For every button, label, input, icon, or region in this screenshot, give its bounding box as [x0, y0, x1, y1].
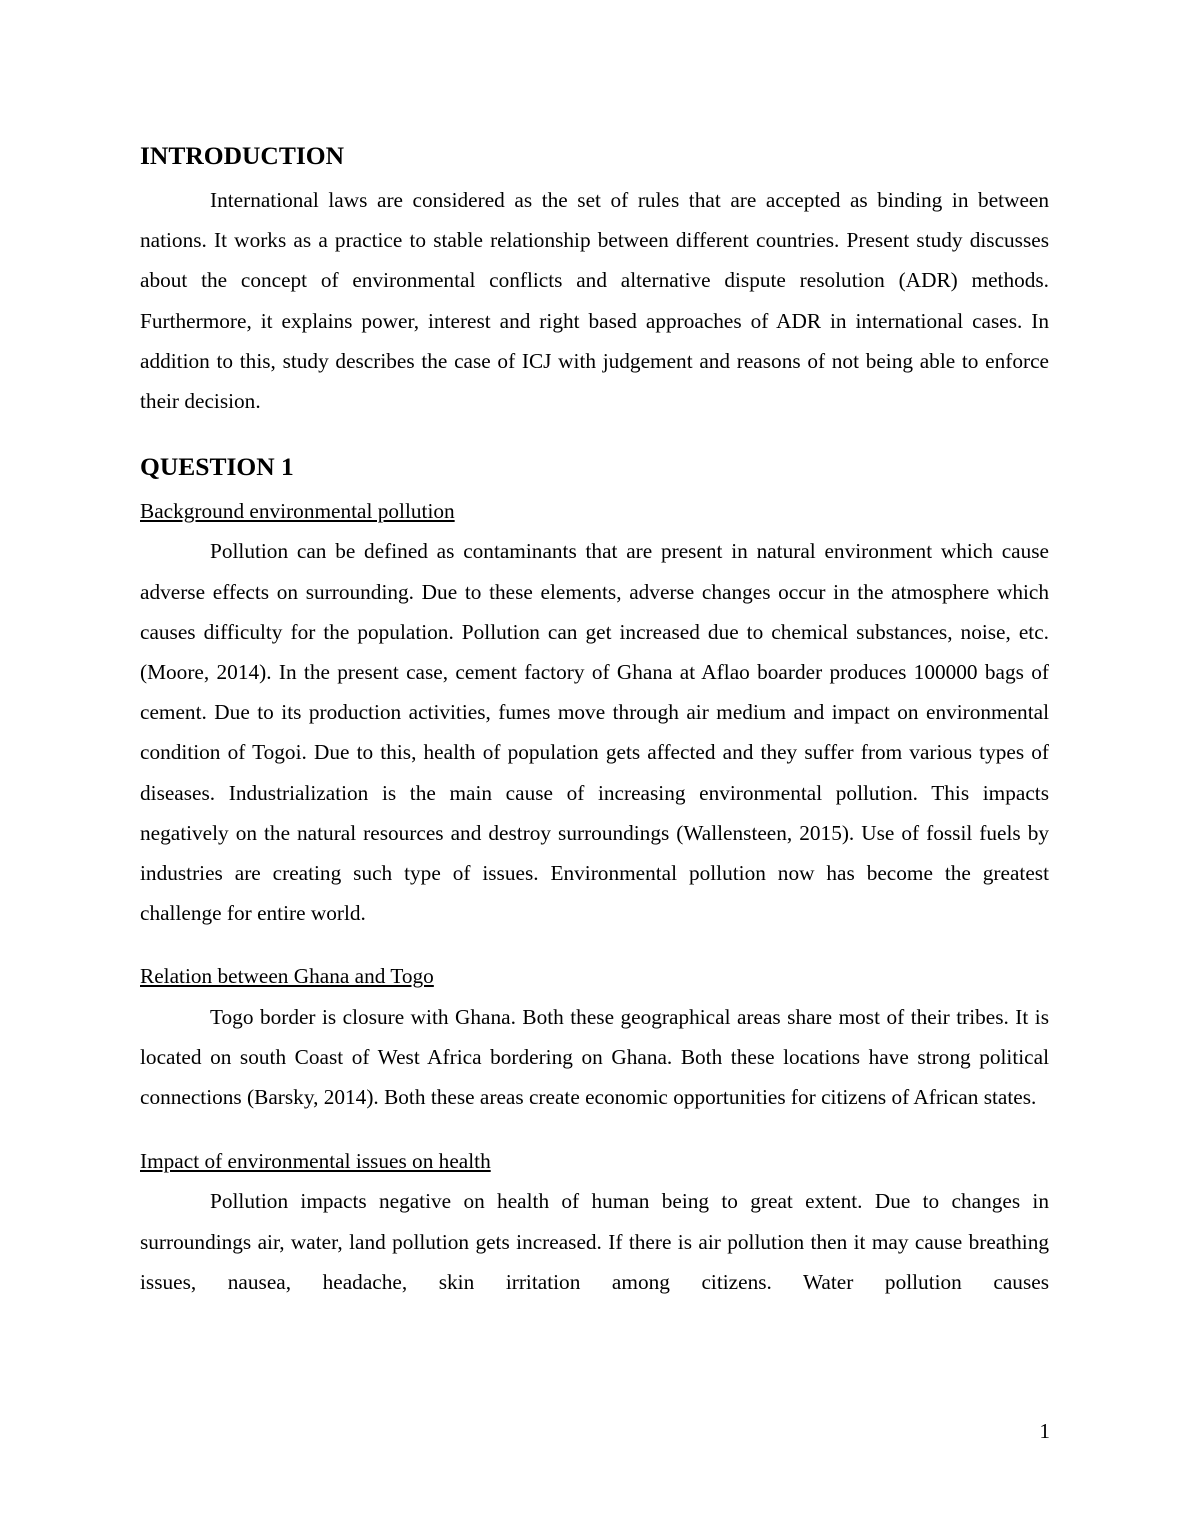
- introduction-heading: INTRODUCTION: [140, 141, 345, 170]
- impact-on-health-paragraph: Pollution impacts negative on health of human being to great extent. Due to changes in surroundings air, water, land pollution gets increased. If there is air pollution then it may cause breathing issues, nausea, headache, skin irritation among citizens. Water pollution causes: [140, 1189, 1049, 1294]
- subheading-relation-ghana-togo: Relation between Ghana and Togo: [140, 964, 434, 989]
- relation-ghana-togo-paragraph: Togo border is closure with Ghana. Both these geographical areas share most of their tribes. It is located on south Coast of West Africa bordering on Ghana. Both these locations have strong political connections (Barsky, 2014). Both these areas create economic opportunities for citizens of African states.: [140, 1004, 1049, 1110]
- spacer: [140, 421, 1049, 449]
- spacer: [140, 1117, 1049, 1141]
- subheading-impact-on-health: Impact of environmental issues on health: [140, 1149, 491, 1174]
- document-body: [140, 138, 1049, 1302]
- introduction-paragraph: International laws are considered as the set of rules that are accepted as binding in between nations. It works as a practice to stable relationship between different countries. Present study discusses about the concept of environmental conflicts and alternative dispute resolution (ADR) methods. Furthermore, it explains power, interest and right based approaches of ADR in international cases. In addition to this, study describes the case of ICJ with judgement and reasons of not being able to enforce their decision.: [140, 188, 1049, 414]
- question-1-heading: QUESTION 1: [140, 452, 294, 482]
- subheading-background-environmental-pollution: Background environmental pollution: [140, 499, 455, 524]
- background-pollution-paragraph: Pollution can be defined as contaminants that are present in natural environment which cause adverse effects on surrounding. Due to these elements, adverse changes occur in the atmosphere which causes difficulty for the population. Pollution can get increased due to chemical substances, noise, etc. (Moore, 2014). In the present case, cement factory of Ghana at Aflao boarder produces 100000 bags of cement. Due to its production activities, fumes move through air medium and impact on environmental condition of Togoi. Due to this, health of population gets affected and they suffer from various types of diseases. Industrialization is the main cause of increasing environmental pollution. This impacts negatively on the natural resources and destroy surroundings (Wallensteen, 2015). Use of fossil fuels by industries are creating such type of issues. Environmental pollution now has become the greatest challenge for entire world.: [140, 539, 1049, 926]
- page-number: 1: [1039, 1419, 1050, 1443]
- spacer: [140, 933, 1049, 956]
